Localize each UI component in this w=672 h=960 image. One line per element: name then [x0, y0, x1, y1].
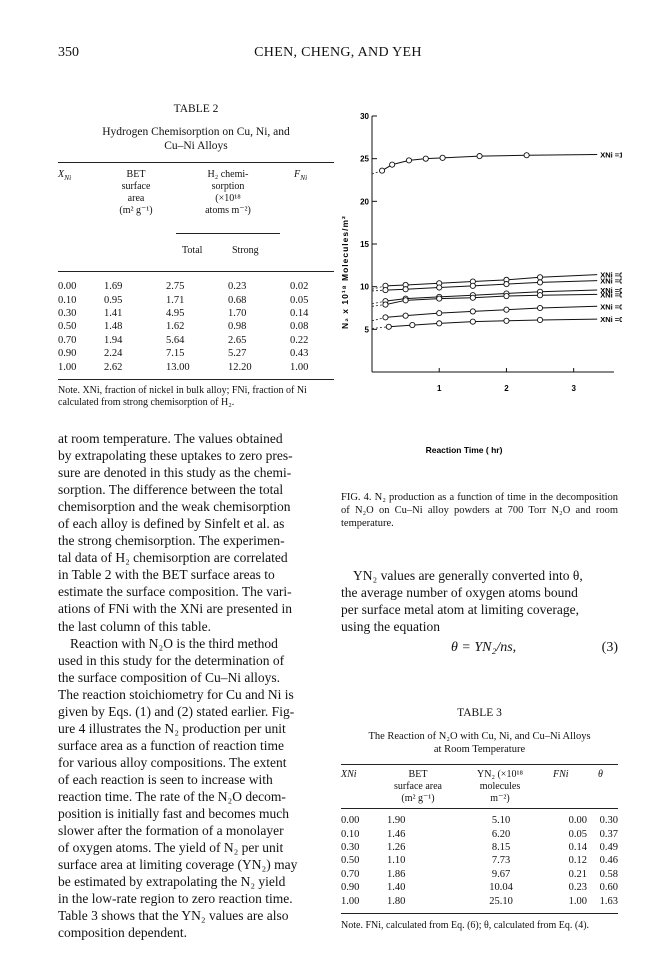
- y-tick-label: 30: [360, 112, 369, 121]
- table-2-label: TABLE 2: [173, 103, 219, 115]
- table-cell: 1.00: [341, 895, 360, 907]
- text-line: the average number of oxygen atoms bound: [341, 585, 578, 601]
- table-3-title-line-2: at Room Temperature: [433, 744, 526, 755]
- data-point: [504, 282, 509, 287]
- table-row: [58, 280, 334, 293]
- series-line: [372, 317, 597, 329]
- table-2: [58, 102, 334, 410]
- left-column-text: [58, 430, 334, 941]
- table-cell: 0.58: [599, 868, 618, 880]
- table-row: [341, 841, 618, 854]
- table-3-body: [341, 814, 618, 908]
- table-cell: 0.30: [58, 307, 77, 319]
- data-point: [383, 302, 388, 307]
- table-cell: 1.86: [387, 868, 406, 880]
- series-polyline: [385, 281, 597, 290]
- table-cell: 1.70: [228, 307, 247, 319]
- table-cell: 6.20: [491, 828, 511, 840]
- table-cell: 1.94: [104, 334, 123, 346]
- table-2-body: [58, 280, 334, 374]
- table-3-col-fni: FNi: [553, 769, 569, 780]
- table-cell: 5.27: [228, 348, 247, 360]
- table-3: [341, 706, 618, 932]
- table-2-col-bet: BET surface area (m² g⁻¹): [119, 169, 153, 216]
- table-2-title-line-2: Cu–Ni Alloys: [164, 140, 228, 152]
- chart-ticks: [360, 112, 576, 393]
- table-cell: 0.90: [58, 348, 77, 360]
- data-point: [383, 287, 388, 292]
- page-header: [58, 45, 618, 65]
- series-polyline: [389, 319, 597, 327]
- data-point: [406, 158, 411, 163]
- x-tick-label: 3: [571, 384, 576, 393]
- table-cell: 1.48: [104, 321, 123, 333]
- table-2-col-xni: $X_{Ni}$: [58, 169, 72, 182]
- table-cell: 0.49: [599, 841, 618, 853]
- table-cell: 4.95: [166, 307, 185, 319]
- table-3-label: TABLE 3: [457, 707, 502, 719]
- table-cell: 0.05: [568, 828, 587, 840]
- series-polyline: [382, 154, 597, 170]
- table-cell: 1.10: [387, 855, 406, 867]
- data-point: [537, 317, 542, 322]
- table-cell: 0.70: [341, 868, 360, 880]
- table-cell: 9.67: [491, 868, 511, 880]
- data-point: [403, 298, 408, 303]
- table-cell: 1.41: [104, 307, 123, 319]
- table-2-header: [58, 162, 334, 272]
- text-line: given by Eqs. (1) and (2) stated earlier. Fig-: [58, 703, 295, 719]
- text-line: chemisorption and the weak chemisorption: [58, 499, 291, 515]
- data-point: [386, 324, 391, 329]
- series-label: XNi =0: [600, 270, 622, 280]
- table-row: [58, 360, 334, 373]
- equation-number: (3): [601, 640, 618, 655]
- data-point: [379, 168, 384, 173]
- table-cell: 0.95: [104, 294, 123, 306]
- y-axis-label: N₂ x 10¹⁸ Molecules/m²: [340, 215, 350, 329]
- text-line: surface area as a function of reaction time: [58, 737, 285, 753]
- text-line: be estimated by extrapolating the N₂ yield: [58, 874, 286, 890]
- data-point: [470, 283, 475, 288]
- table-3-note: Note. FNi, calculated from Eq. (6); θ, calculated from Eq. (4).: [341, 919, 590, 931]
- table-row: [341, 854, 618, 867]
- y-tick-label: 20: [360, 197, 369, 207]
- table-3-col-bet: BET surface area (m² g⁻¹): [393, 769, 442, 804]
- text-line: using the equation: [341, 619, 440, 635]
- figure-4-chart: [336, 104, 622, 482]
- table-cell: 0.50: [341, 855, 360, 867]
- text-line: sure are denoted in this study as the chemi-: [58, 465, 292, 481]
- table-2-title-line-1: Hydrogen Chemisorption on Cu, Ni, and: [102, 126, 290, 138]
- table-cell: 0.23: [228, 281, 247, 293]
- text-line: used in this study for the determination of: [58, 652, 285, 668]
- data-point: [504, 293, 509, 298]
- text-line: estimate the surface composition. The vari-: [58, 584, 292, 600]
- table-cell: 0.10: [58, 294, 77, 306]
- table-row: [341, 814, 618, 827]
- text-line: the last column of this table.: [58, 618, 211, 634]
- data-point: [437, 296, 442, 301]
- data-point: [477, 154, 482, 159]
- text-line: of each reaction is seen to increase with: [58, 771, 273, 787]
- table-3-col-xni: XNi: [341, 769, 357, 780]
- text-line: of oxygen atoms. The yield of N₂ per unit: [58, 840, 284, 856]
- table-row: [58, 293, 334, 306]
- running-head: CHEN, CHENG, AND YEH: [254, 45, 422, 60]
- table-cell: 1.26: [387, 841, 406, 853]
- table-cell: 7.73: [491, 855, 511, 867]
- table-2-sub-strong: Strong: [232, 245, 259, 256]
- text-line: of each alloy is defined by Sinfelt et al. as: [58, 516, 285, 532]
- text-line: Reaction with N₂O is the third method: [70, 635, 278, 651]
- table-2-sub-total: Total: [182, 245, 203, 256]
- data-point: [470, 295, 475, 300]
- data-point: [537, 280, 542, 285]
- table-cell: 25.10: [489, 895, 513, 907]
- table-2-col-fni: $F_{Ni}$: [294, 169, 308, 182]
- table-cell: 13.00: [166, 361, 190, 373]
- table-cell: 5.10: [491, 815, 511, 827]
- table-cell: 1.90: [387, 815, 406, 827]
- series-line: [372, 305, 597, 320]
- chart-legend-labels: [600, 150, 622, 324]
- series-polyline: [385, 306, 597, 317]
- table-cell: 1.00: [58, 361, 77, 373]
- table-cell: 0.50: [58, 321, 77, 333]
- chart-series: [372, 153, 597, 330]
- table-2-col-h2: H₂ chemi- sorption (×10¹⁸ atoms m⁻²): [205, 169, 251, 216]
- table-cell: 2.75: [166, 281, 185, 293]
- table-cell: 12.20: [228, 361, 252, 373]
- text-line: The reaction stoichiometry for Cu and Ni is: [58, 686, 294, 702]
- y-tick-label: 5: [364, 325, 369, 335]
- text-line: in the low-rate region to zero reaction time.: [58, 891, 293, 907]
- table-cell: 0.14: [290, 307, 309, 319]
- table-cell: 0.22: [290, 334, 309, 346]
- series-label: XNi =1: [600, 150, 622, 160]
- table-cell: 10.04: [489, 882, 513, 894]
- text-line: ations of FNi with the XNi are presented in: [58, 601, 292, 617]
- table-cell: 2.24: [104, 348, 123, 360]
- table-cell: 0.08: [290, 321, 309, 333]
- table-2-note: Note. XNi, fraction of nickel in bulk alloy; FNi, fraction of Ni calculated from strong chemisorption of H₂.: [58, 384, 307, 409]
- x-tick-label: 2: [504, 384, 509, 393]
- table-cell: 0.43: [290, 348, 309, 360]
- data-point: [437, 311, 442, 316]
- table-cell: 0.30: [599, 815, 618, 827]
- data-point: [437, 321, 442, 326]
- table-row: [58, 320, 334, 333]
- text-line: slower after the formation of a monolayer: [58, 823, 284, 839]
- table-cell: 0.37: [599, 828, 618, 840]
- series-polyline: [385, 275, 597, 286]
- table-cell: 7.15: [166, 348, 185, 360]
- text-line: by extrapolating these uptakes to zero pres-: [58, 448, 293, 464]
- series-label: XNi =0: [600, 290, 622, 300]
- table-cell: 1.46: [387, 828, 406, 840]
- table-row: [341, 868, 618, 881]
- table-cell: 1.62: [166, 321, 185, 333]
- data-point: [537, 275, 542, 280]
- table-2-subheader-rule: [176, 233, 280, 234]
- table-cell: 1.40: [387, 882, 406, 894]
- data-point: [383, 315, 388, 320]
- right-column-text: [341, 567, 618, 635]
- series-polyline: [385, 294, 597, 304]
- text-line: YN₂ values are generally converted into θ,: [353, 568, 583, 583]
- text-line: surface area at limiting coverage (YN₂) may: [58, 857, 298, 873]
- table-cell: 0.12: [568, 855, 587, 867]
- table-3-col-yn2: YN₂ (×10¹⁸ molecules m⁻²): [477, 769, 523, 804]
- table-3-bottom-rule: [341, 913, 618, 914]
- y-tick-label: 15: [360, 240, 369, 249]
- table-cell: 0.00: [341, 815, 360, 827]
- data-point: [524, 153, 529, 158]
- data-point: [403, 287, 408, 292]
- table-cell: 1.69: [104, 281, 123, 293]
- text-line: the surface composition of Cu–Ni alloys.: [58, 669, 280, 685]
- table-cell: 5.64: [166, 334, 185, 346]
- data-point: [440, 155, 445, 160]
- x-tick-label: 1: [436, 384, 442, 393]
- y-tick-label: 10: [360, 282, 369, 292]
- table-cell: 8.15: [491, 841, 511, 853]
- text-line: composition dependent.: [58, 925, 187, 941]
- table-3-header: [341, 764, 618, 809]
- table-cell: 0.68: [228, 294, 247, 306]
- table-cell: 1.00: [568, 895, 587, 907]
- data-point: [390, 162, 395, 167]
- table-row: [58, 334, 334, 347]
- table-cell: 2.62: [104, 361, 123, 373]
- table-row: [341, 827, 618, 840]
- data-point: [470, 309, 475, 314]
- text-line: in Table 2 with the BET surface areas to: [58, 567, 275, 583]
- table-cell: 0.90: [341, 882, 360, 894]
- table-cell: 0.60: [599, 882, 618, 894]
- table-cell: 1.63: [599, 895, 618, 907]
- figure-4-caption: FIG. 4. N₂ production as a function of time in the decomposition of N₂O on Cu–Ni alloy powders at 700 Torr N₂O and room temperature.: [341, 492, 618, 529]
- data-point: [423, 156, 428, 161]
- text-line: at room temperature. The values obtained: [58, 431, 283, 446]
- table-cell: 0.05: [290, 294, 309, 306]
- table-row: [341, 894, 618, 907]
- equation-3: [341, 640, 618, 660]
- table-cell: 0.46: [599, 855, 618, 867]
- equation-text: θ = YN₂/ns,: [451, 640, 517, 655]
- x-axis-label: Reaction Time ( hr): [425, 445, 503, 455]
- table-cell: 0.10: [341, 828, 360, 840]
- data-point: [504, 318, 509, 323]
- table-3-col-theta: θ: [598, 769, 603, 780]
- series-line: [372, 153, 597, 174]
- text-line: per surface metal atom at limiting coverage,: [341, 602, 580, 618]
- table-cell: 1.71: [166, 294, 185, 306]
- table-cell: 0.21: [568, 868, 587, 880]
- page-number: 350: [58, 45, 79, 60]
- data-point: [470, 319, 475, 324]
- text-line: for various alloy compositions. The extent: [58, 754, 287, 770]
- data-point: [403, 313, 408, 318]
- data-point: [504, 307, 509, 312]
- table-cell: 0.00: [58, 281, 77, 293]
- table-cell: 2.65: [228, 334, 247, 346]
- text-line: reaction time. The rate of the N₂O decom-: [58, 788, 286, 804]
- series-label: XNi =0: [600, 315, 622, 325]
- table-row: [58, 307, 334, 320]
- table-2-bottom-rule: [58, 379, 334, 380]
- text-line: the strong chemisorption. The experimen-: [58, 533, 285, 549]
- data-point: [410, 322, 415, 327]
- table-cell: 1.80: [387, 895, 406, 907]
- text-line: Table 3 shows that the YN₂ values are also: [58, 908, 289, 924]
- data-point: [537, 293, 542, 298]
- table-cell: 0.00: [568, 815, 587, 827]
- table-3-title-line-1: The Reaction of N₂O with Cu, Ni, and Cu–Ni Alloys: [368, 731, 591, 742]
- series-label: XNi =0: [600, 286, 622, 296]
- data-point: [537, 305, 542, 310]
- data-point: [437, 285, 442, 290]
- table-row: [58, 347, 334, 360]
- table-cell: 0.30: [341, 841, 360, 853]
- text-line: position is initially fast and becomes much: [58, 806, 289, 822]
- table-cell: 0.98: [228, 321, 247, 333]
- y-tick-label: 25: [360, 154, 369, 164]
- text-line: sorption. The difference between the total: [58, 482, 284, 498]
- table-row: [341, 881, 618, 894]
- table-cell: 0.23: [568, 882, 587, 894]
- table-cell: 1.00: [290, 361, 309, 373]
- text-line: ure 4 illustrates the N₂ production per unit: [58, 720, 286, 736]
- table-cell: 0.70: [58, 334, 77, 346]
- text-line: tal data of H₂ chemisorption are correlated: [58, 550, 288, 566]
- series-label: XNi =0: [600, 302, 622, 312]
- chart-svg: [336, 104, 622, 482]
- table-cell: 0.02: [290, 281, 309, 293]
- table-cell: 0.14: [568, 841, 587, 853]
- series-label: XNi =0: [600, 276, 622, 286]
